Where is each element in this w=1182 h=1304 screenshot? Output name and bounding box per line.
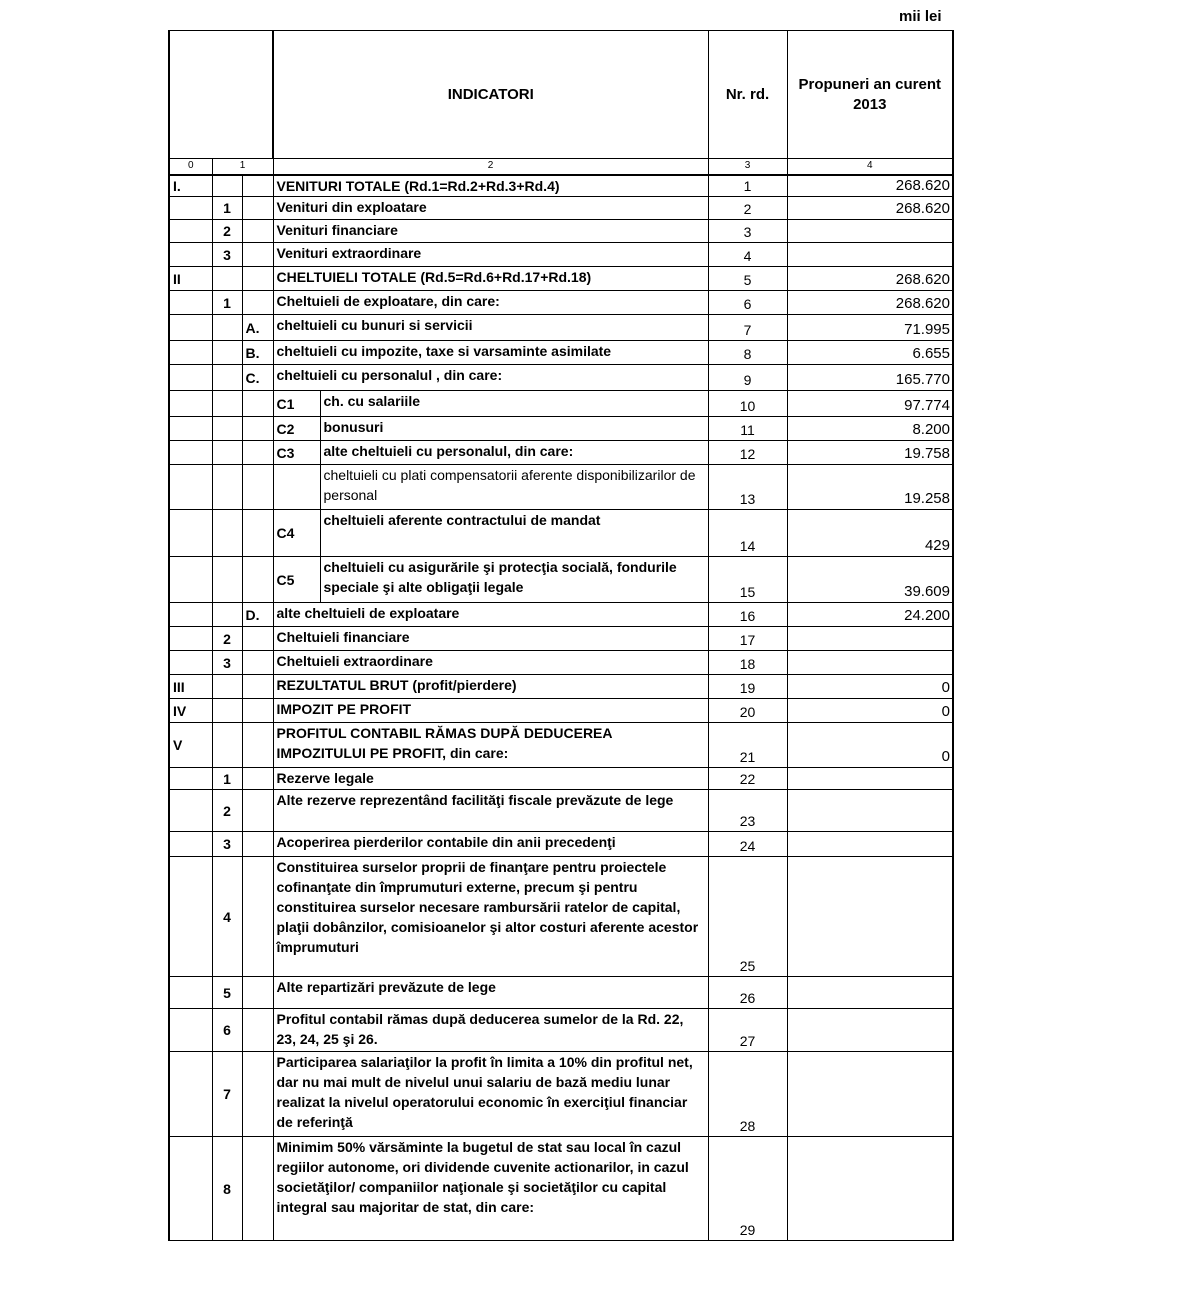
value-cell [787, 243, 953, 267]
letter-code-cell [242, 699, 273, 723]
value-cell [787, 220, 953, 243]
roman-numeral-cell: V [169, 723, 212, 768]
letter-code-cell [242, 977, 273, 1009]
section-number-cell [212, 675, 242, 699]
row-number-cell: 16 [708, 603, 787, 627]
header-row-number: Nr. rd. [708, 31, 787, 159]
table-row [169, 291, 953, 315]
section-number-cell: 7 [212, 1052, 242, 1137]
table-row [169, 651, 953, 675]
section-number-cell: 1 [212, 197, 242, 220]
letter-code-cell [242, 557, 273, 603]
roman-numeral-cell [169, 603, 212, 627]
value-cell [787, 1009, 953, 1052]
roman-numeral-cell [169, 768, 212, 790]
indicator-text-cell: Cheltuieli de exploatare, din care: [273, 291, 708, 315]
row-number-cell: 12 [708, 441, 787, 465]
letter-code-cell [242, 857, 273, 977]
table-row [169, 220, 953, 243]
row-number-cell: 17 [708, 627, 787, 651]
row-number-cell: 5 [708, 267, 787, 291]
roman-numeral-cell [169, 197, 212, 220]
table-row [169, 267, 953, 291]
row-number-cell: 25 [708, 857, 787, 977]
table-row [169, 977, 953, 1009]
roman-numeral-cell: III [169, 675, 212, 699]
roman-numeral-cell [169, 510, 212, 557]
letter-code-cell [242, 723, 273, 768]
value-cell: 39.609 [787, 557, 953, 603]
row-number-cell: 2 [708, 197, 787, 220]
table-row [169, 441, 953, 465]
row-number-cell: 7 [708, 315, 787, 341]
col-number-0: 0 [169, 159, 212, 175]
value-cell: 24.200 [787, 603, 953, 627]
letter-code-cell: C. [242, 365, 273, 391]
row-number-cell: 9 [708, 365, 787, 391]
section-number-cell: 8 [212, 1137, 242, 1241]
row-number-cell: 8 [708, 341, 787, 365]
indicator-text-cell: alte cheltuieli de exploatare [273, 603, 708, 627]
section-number-cell [212, 723, 242, 768]
table-row [169, 510, 953, 557]
indicator-text-cell: Profitul contabil rămas după deducerea sumelor de la Rd. 22, 23, 24, 25 şi 26. [273, 1009, 708, 1052]
sub-code-cell: C3 [273, 441, 320, 465]
section-number-cell [212, 465, 242, 510]
value-cell: 429 [787, 510, 953, 557]
table-row [169, 391, 953, 417]
value-cell: 268.620 [787, 291, 953, 315]
roman-numeral-cell [169, 557, 212, 603]
letter-code-cell [242, 768, 273, 790]
value-cell: 165.770 [787, 365, 953, 391]
row-number-cell: 10 [708, 391, 787, 417]
table-row [169, 857, 953, 977]
value-cell [787, 1052, 953, 1137]
indicator-text-cell: alte cheltuieli cu personalul, din care: [320, 441, 708, 465]
indicator-text-cell: cheltuieli cu bunuri si servicii [273, 315, 708, 341]
letter-code-cell: D. [242, 603, 273, 627]
value-cell [787, 651, 953, 675]
table-row [169, 365, 953, 391]
indicator-text-cell: Acoperirea pierderilor contabile din anii precedenţi [273, 832, 708, 857]
col-number-3: 3 [708, 159, 787, 175]
roman-numeral-cell [169, 391, 212, 417]
letter-code-cell [242, 675, 273, 699]
indicator-text-cell: cheltuieli cu plati compensatorii aferente disponibilizarilor de personal [320, 465, 708, 510]
row-number-cell: 3 [708, 220, 787, 243]
section-number-cell [212, 175, 242, 197]
table-row [169, 723, 953, 768]
value-cell: 0 [787, 675, 953, 699]
section-number-cell [212, 557, 242, 603]
indicator-text-cell: VENITURI TOTALE (Rd.1=Rd.2+Rd.3+Rd.4) [273, 175, 708, 197]
indicator-text-cell: cheltuieli cu asigurările şi protecţia socială, fondurile speciale şi alte obligaţii legale [320, 557, 708, 603]
value-cell [787, 1137, 953, 1241]
letter-code-cell [242, 441, 273, 465]
letter-code-cell [242, 197, 273, 220]
row-number-cell: 11 [708, 417, 787, 441]
letter-code-cell [242, 417, 273, 441]
row-number-cell: 21 [708, 723, 787, 768]
row-number-cell: 27 [708, 1009, 787, 1052]
indicators-table-frame [168, 30, 952, 1246]
table-row [169, 341, 953, 365]
table-row [169, 1009, 953, 1052]
letter-code-cell: A. [242, 315, 273, 341]
value-cell [787, 768, 953, 790]
row-number-cell: 28 [708, 1052, 787, 1137]
letter-code-cell [242, 651, 273, 675]
roman-numeral-cell [169, 857, 212, 977]
header-indicators: INDICATORI [273, 31, 708, 159]
col-number-2: 2 [273, 159, 708, 175]
indicators-table [168, 30, 954, 1241]
row-number-cell: 23 [708, 790, 787, 832]
row-number-cell: 24 [708, 832, 787, 857]
letter-code-cell [242, 291, 273, 315]
section-number-cell [212, 441, 242, 465]
table-row [169, 790, 953, 832]
indicator-text-cell: Venituri din exploatare [273, 197, 708, 220]
row-number-cell: 18 [708, 651, 787, 675]
section-number-cell: 2 [212, 220, 242, 243]
indicator-text-cell: Cheltuieli extraordinare [273, 651, 708, 675]
table-row [169, 603, 953, 627]
value-cell: 0 [787, 723, 953, 768]
section-number-cell: 1 [212, 768, 242, 790]
letter-code-cell: B. [242, 341, 273, 365]
row-number-cell: 22 [708, 768, 787, 790]
roman-numeral-cell [169, 220, 212, 243]
indicator-text-cell: Cheltuieli financiare [273, 627, 708, 651]
value-cell: 268.620 [787, 267, 953, 291]
roman-numeral-cell [169, 315, 212, 341]
table-row [169, 768, 953, 790]
value-cell: 0 [787, 699, 953, 723]
letter-code-cell [242, 267, 273, 291]
letter-code-cell [242, 832, 273, 857]
row-number-cell: 13 [708, 465, 787, 510]
indicator-text-cell: Minimim 50% vărsăminte la bugetul de stat sau local în cazul regiilor autonome, ori dividende cuvenite actionarilor, in cazul societăţilor/ companiilor naţionale şi societăţilor cu capital integral sau majoritar de stat, din care: [273, 1137, 708, 1241]
indicator-text-cell: cheltuieli aferente contractului de mandat [320, 510, 708, 557]
indicator-text-cell: bonusuri [320, 417, 708, 441]
row-number-cell: 20 [708, 699, 787, 723]
table-row [169, 1137, 953, 1241]
table-row [169, 675, 953, 699]
section-number-cell: 3 [212, 832, 242, 857]
roman-numeral-cell [169, 465, 212, 510]
row-number-cell: 6 [708, 291, 787, 315]
section-number-cell [212, 267, 242, 291]
section-number-cell: 2 [212, 790, 242, 832]
section-number-cell: 5 [212, 977, 242, 1009]
indicator-text-cell: REZULTATUL BRUT (profit/pierdere) [273, 675, 708, 699]
roman-numeral-cell [169, 1009, 212, 1052]
row-number-cell: 4 [708, 243, 787, 267]
roman-numeral-cell [169, 790, 212, 832]
roman-numeral-cell [169, 365, 212, 391]
sub-code-cell: C2 [273, 417, 320, 441]
value-cell: 268.620 [787, 197, 953, 220]
value-cell: 6.655 [787, 341, 953, 365]
header-proposal: Propuneri an curent 2013 [787, 31, 953, 159]
roman-numeral-cell [169, 1137, 212, 1241]
table-row [169, 465, 953, 510]
section-number-cell [212, 391, 242, 417]
indicator-text-cell: Venituri extraordinare [273, 243, 708, 267]
unit-label: mii lei [899, 8, 942, 25]
section-number-cell: 1 [212, 291, 242, 315]
section-number-cell [212, 510, 242, 557]
table-row [169, 175, 953, 197]
letter-code-cell [242, 1052, 273, 1137]
row-number-cell: 19 [708, 675, 787, 699]
value-cell [787, 832, 953, 857]
indicator-text-cell: Alte repartizări prevăzute de lege [273, 977, 708, 1009]
roman-numeral-cell [169, 627, 212, 651]
indicator-text-cell: ch. cu salariile [320, 391, 708, 417]
roman-numeral-cell [169, 651, 212, 675]
indicator-text-cell: Rezerve legale [273, 768, 708, 790]
value-cell: 19.258 [787, 465, 953, 510]
table-row [169, 315, 953, 341]
sub-code-cell: C4 [273, 510, 320, 557]
roman-numeral-cell [169, 341, 212, 365]
section-number-cell: 3 [212, 243, 242, 267]
indicator-text-cell: cheltuieli cu personalul , din care: [273, 365, 708, 391]
letter-code-cell [242, 391, 273, 417]
col-number-4: 4 [787, 159, 953, 175]
section-number-cell [212, 603, 242, 627]
sub-code-cell: C5 [273, 557, 320, 603]
section-number-cell: 3 [212, 651, 242, 675]
roman-numeral-cell [169, 291, 212, 315]
roman-numeral-cell: IV [169, 699, 212, 723]
indicator-text-cell: Participarea salariaţilor la profit în limita a 10% din profitul net, dar nu mai mult de nivelul unui salariu de bază mediu lunar realizat la nivelul operatorului economic în exerciţiul financiar de referinţă [273, 1052, 708, 1137]
letter-code-cell [242, 510, 273, 557]
value-cell [787, 627, 953, 651]
section-number-cell [212, 699, 242, 723]
sub-code-cell [273, 465, 320, 510]
letter-code-cell [242, 790, 273, 832]
indicator-text-cell: IMPOZIT PE PROFIT [273, 699, 708, 723]
row-number-cell: 1 [708, 175, 787, 197]
indicator-text-cell: CHELTUIELI TOTALE (Rd.5=Rd.6+Rd.17+Rd.18) [273, 267, 708, 291]
row-number-cell: 29 [708, 1137, 787, 1241]
table-row [169, 1052, 953, 1137]
value-cell [787, 977, 953, 1009]
row-number-cell: 15 [708, 557, 787, 603]
letter-code-cell [242, 243, 273, 267]
indicator-text-cell: PROFITUL CONTABIL RĂMAS DUPĂ DEDUCEREA IMPOZITULUI PE PROFIT, din care: [273, 723, 708, 768]
letter-code-cell [242, 175, 273, 197]
letter-code-cell [242, 1137, 273, 1241]
roman-numeral-cell [169, 977, 212, 1009]
letter-code-cell [242, 220, 273, 243]
indicator-text-cell: Constituirea surselor proprii de finanţare pentru proiectele cofinanţate din împrumuturi externe, precum şi pentru constituirea surselor necesare rambursării ratelor de capital, plaţii dobânzilor, comisioanelor şi altor costuri aferente acestor împrumuturi [273, 857, 708, 977]
row-number-cell: 26 [708, 977, 787, 1009]
header-blank-col1 [212, 31, 273, 159]
value-cell: 71.995 [787, 315, 953, 341]
roman-numeral-cell [169, 832, 212, 857]
roman-numeral-cell: II [169, 267, 212, 291]
section-number-cell [212, 365, 242, 391]
value-cell: 97.774 [787, 391, 953, 417]
section-number-cell: 4 [212, 857, 242, 977]
table-row [169, 627, 953, 651]
indicator-text-cell: Alte rezerve reprezentând facilităţi fiscale prevăzute de lege [273, 790, 708, 832]
value-cell: 19.758 [787, 441, 953, 465]
section-number-cell: 2 [212, 627, 242, 651]
section-number-cell [212, 417, 242, 441]
indicator-text-cell: Venituri financiare [273, 220, 708, 243]
indicator-text-cell: cheltuieli cu impozite, taxe si varsaminte asimilate [273, 341, 708, 365]
table-row [169, 557, 953, 603]
roman-numeral-cell [169, 1052, 212, 1137]
section-number-cell [212, 341, 242, 365]
sub-code-cell: C1 [273, 391, 320, 417]
roman-numeral-cell [169, 417, 212, 441]
row-number-cell: 14 [708, 510, 787, 557]
table-row [169, 197, 953, 220]
col-number-1: 1 [212, 159, 273, 175]
table-row [169, 699, 953, 723]
table-row [169, 417, 953, 441]
table-row [169, 243, 953, 267]
value-cell [787, 790, 953, 832]
value-cell [787, 857, 953, 977]
roman-numeral-cell: I. [169, 175, 212, 197]
letter-code-cell [242, 627, 273, 651]
section-number-cell [212, 315, 242, 341]
letter-code-cell [242, 465, 273, 510]
value-cell: 8.200 [787, 417, 953, 441]
letter-code-cell [242, 1009, 273, 1052]
value-cell: 268.620 [787, 175, 953, 197]
header-blank-col0 [169, 31, 212, 159]
roman-numeral-cell [169, 441, 212, 465]
roman-numeral-cell [169, 243, 212, 267]
section-number-cell: 6 [212, 1009, 242, 1052]
table-row [169, 832, 953, 857]
